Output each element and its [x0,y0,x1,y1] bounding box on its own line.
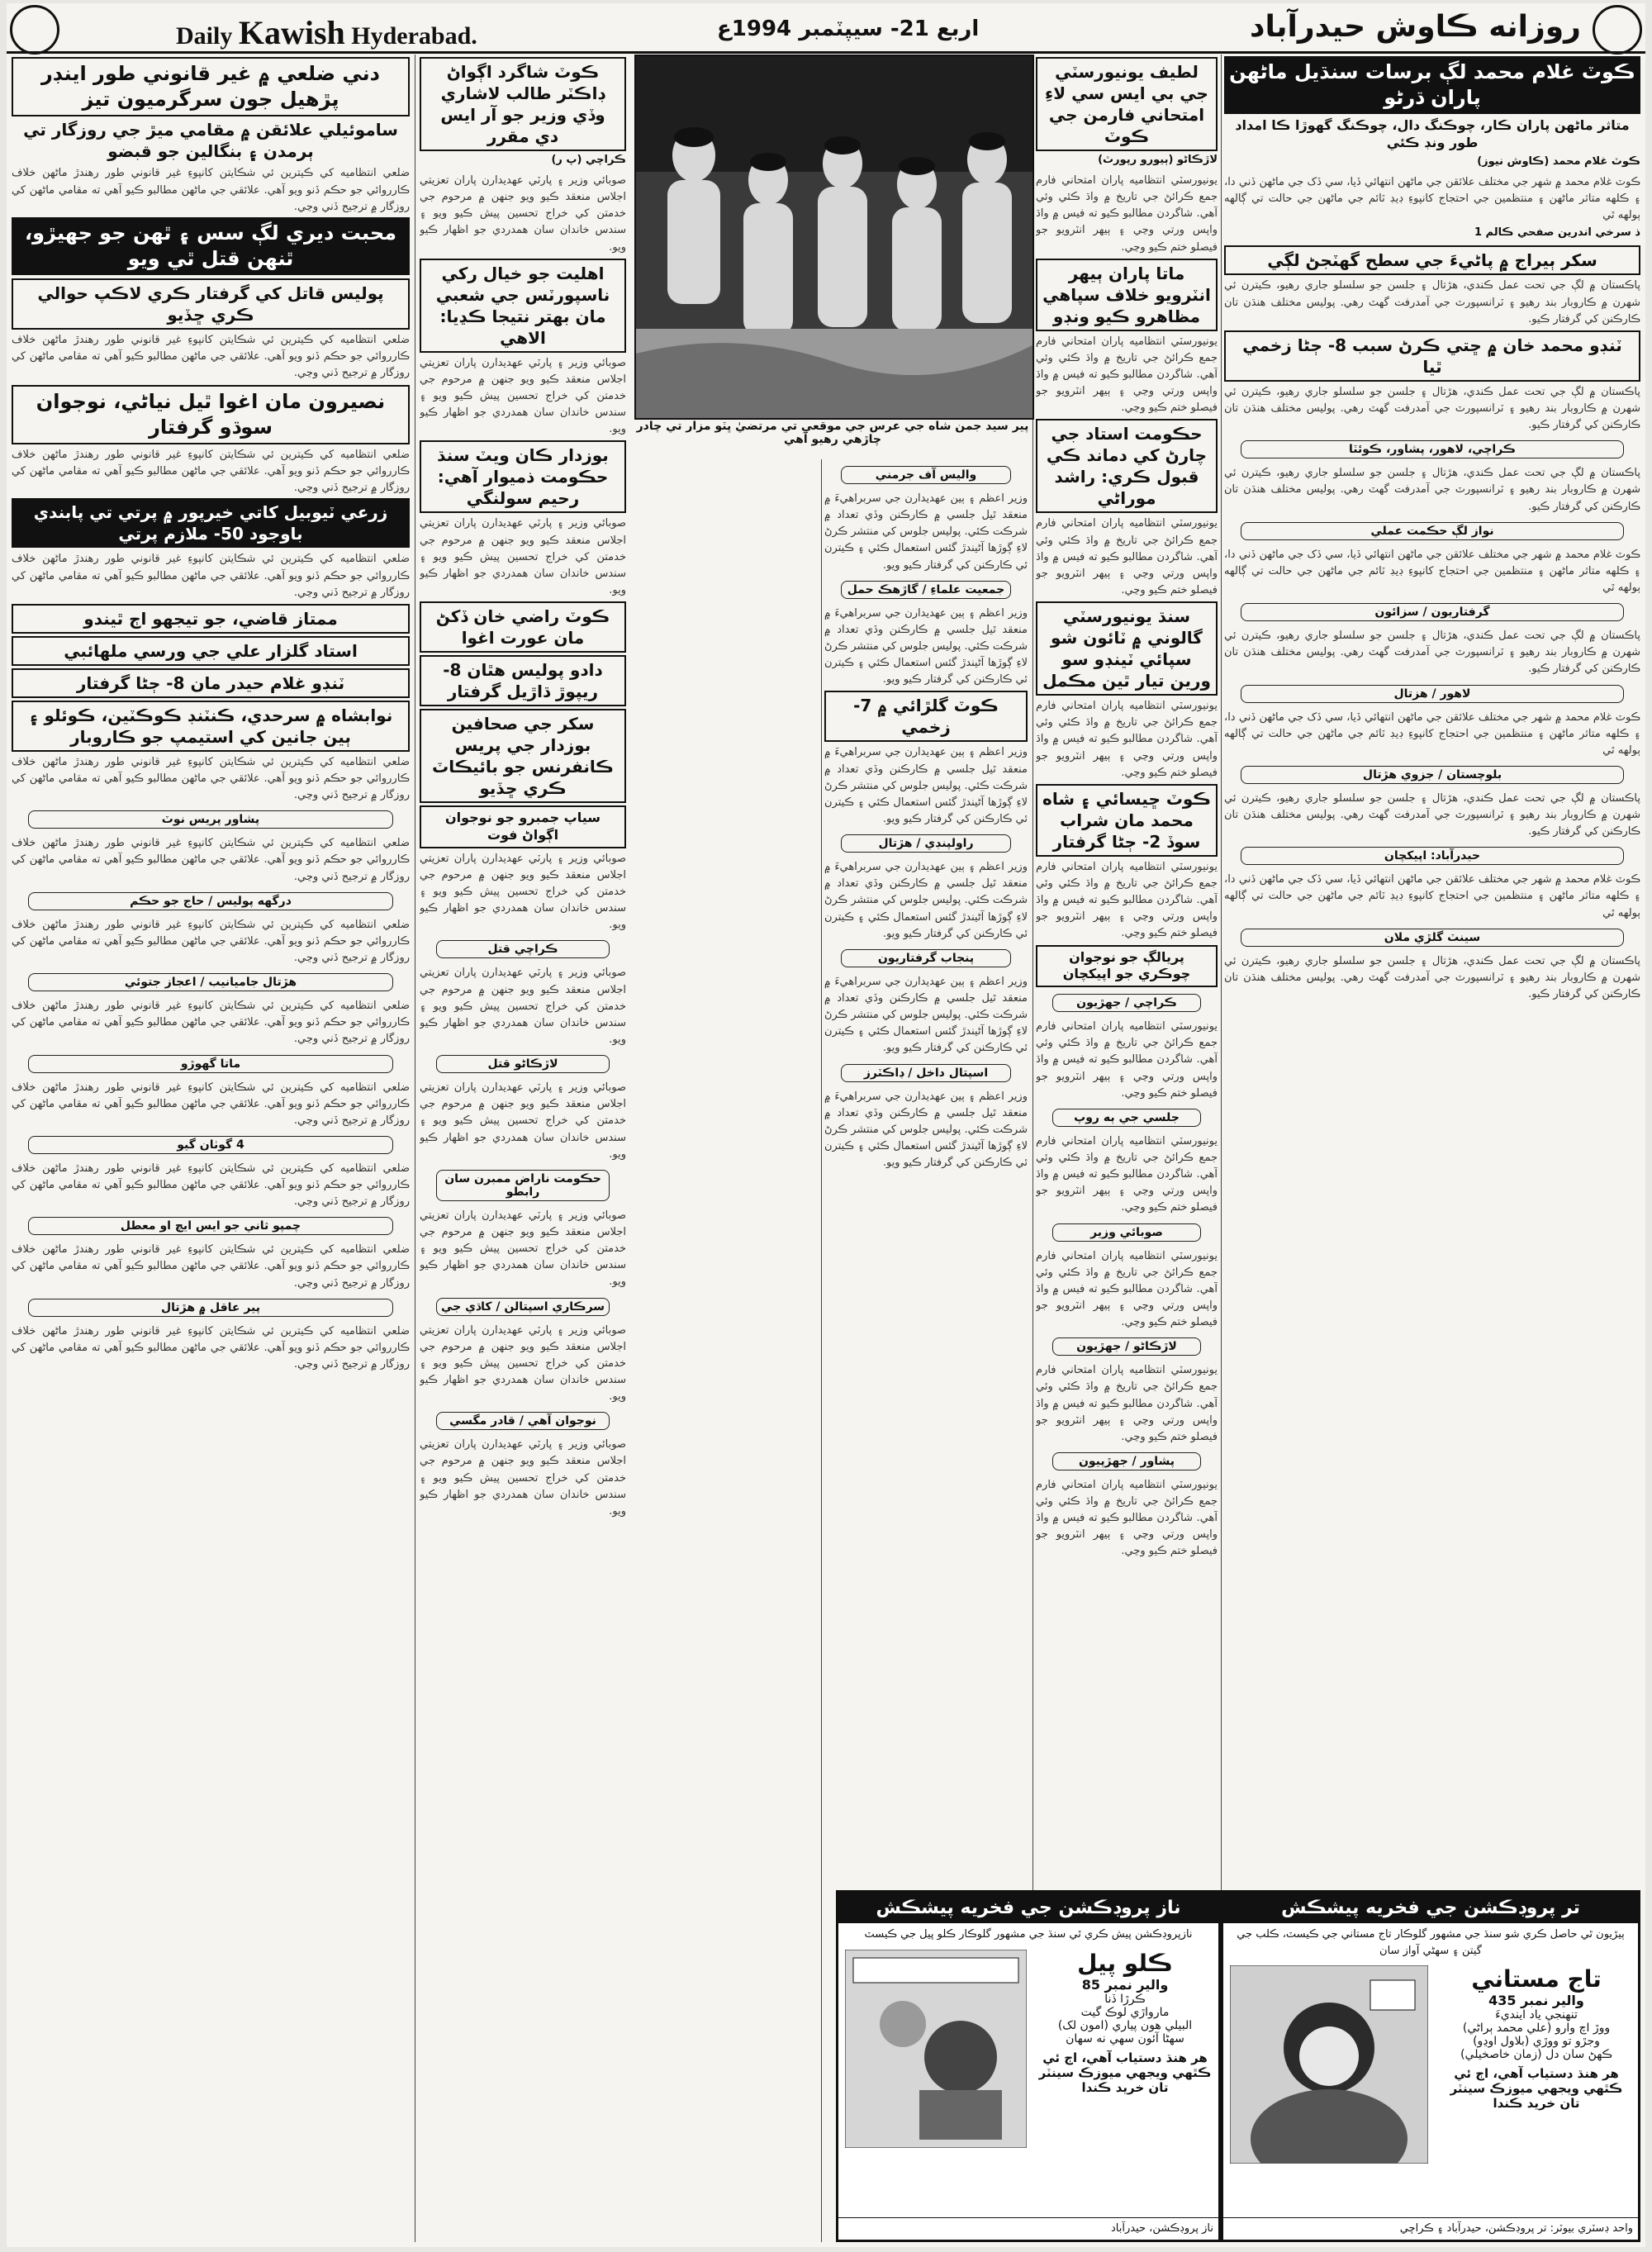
headline: ٽنڊو محمد خان ۾ ڇتي ڪرڻ سبب 8- ڄڻا زخمي ٿيا [1224,330,1640,382]
ad-tagline: هر هنڌ دستياب آهي، اڄ ئي ڪٿهي ويجهي ميوزڪ سينٽر تان خريد ڪندا [1038,2050,1212,2095]
emblem-icon [1593,5,1642,55]
headline: ڪوٽ راضي خان ڏکڻ مان عورت اغوا [420,601,626,653]
news-photo [634,55,1034,420]
ad-footer: واحد ڊسٽري بيوٽر: تر پروڊڪشن، حيدرآباد ۽ ڪراچي [1223,2217,1638,2240]
article-text: صوبائي وزير ۽ پارٽي عهديدارن پاران تعزيتي اجلاس منعقد ڪيو ويو جنهن ۾ مرحوم جي خدمتن کي خراج تحسين پيش ڪيو ويو ۽ سندس خاندان سان همدردي جو اظهار ڪيو ويو. [420,1081,626,1161]
article-text: صوبائي وزير ۽ پارٽي عهديدارن پاران تعزيتي اجلاس منعقد ڪيو ويو جنهن ۾ مرحوم جي خدمتن کي خراج تحسين پيش ڪيو ويو ۽ سندس خاندان سان همدردي جو اظهار ڪيو ويو. [420,174,626,254]
subheadline: ساموئيلي علائقن ۾ مقامي ميڙ جي روزگار تي ٻرمدن ۽ بنگالين جو قبضو [23,120,398,162]
article-text: وزير اعظم ۽ ٻين عهديدارن جي سربراهيءَ ۾ منعقد ٿيل جلسي ۾ ڪارڪنن وڏي تعداد ۾ شرڪت ڪئي. پوليس جلوس کي منتشر ڪرڻ لاءِ ڳوڙها آڻيندڙ گئس استعمال ڪئي ۽ ڪيترن ئي ڪارڪنن کي گرفتار ڪيو ويو. [824,606,1028,687]
headline: سکر جي صحافين بوزدار جي پريس ڪانفرنس جو بائيڪاٽ ڪري ڇڏيو [420,709,626,803]
headline: ڪوٽ گلڙائي ۾ 7- زخمي [824,691,1028,742]
section-label: ڪراچي، لاهور، پشاور، ڪوئٽا [1241,440,1624,458]
section-label: گرفتاريون / سزائون [1241,603,1624,621]
ad-footer: ناز پروڊڪشن، حيدرآباد [838,2217,1218,2240]
headline: ڪوٽ شاگرد اڳواڻ ڊاڪٽر طالب لاشاري وڏي وزير جو آر ايس دي مقرر [420,57,626,151]
ad-title: تر پروڊڪشن جي فخريه پيشڪش [1223,1893,1638,1923]
column-5 [12,55,410,2242]
section-label: اسپتال داخل / ڊاڪٽرز [841,1064,1011,1082]
ad-track: ڪهڻ سان دل (زمان خاصخيلي) [1460,2048,1612,2061]
article-text: پاڪستان ۾ لڳ جي تحت عمل ڪندي، هڙتال ۽ جلسن جو سلسلو جاري رهيو، ڪيترن ئي شهرن ۾ ڪاروبار بند رهيو ۽ ٽرانسپورٽ جي آمدرفت گهٽ رهي. پوليس مختلف هنڌن تان ڪارڪنن کي گرفتار ڪيو. [1224,791,1640,839]
ad-volume: والير نمبر 435 [1488,1993,1584,2008]
headline: پوليس قاتل کي گرفتار ڪري لاڪپ حوالي ڪري ڇڏيو [12,278,410,330]
article-text: ضلعي انتظاميه کي ڪيترين ئي شڪايتن کانپوءِ غير قانوني طور رهندڙ ماڻهن خلاف ڪارروائي جو حڪم ڏنو ويو آهي. علائقي جي ماڻهن مطالبو ڪيو آهي ته مقامي ماڻهن کي روزگار ۾ ترجيح ڏني وڃي. [12,1162,410,1209]
headline: دني ضلعي ۾ غير قانوني طور اينڊر پڙهيل جون سرگرميون تيز [12,57,410,116]
article-text: صوبائي وزير ۽ پارٽي عهديدارن پاران تعزيتي اجلاس منعقد ڪيو ويو جنهن ۾ مرحوم جي خدمتن کي خراج تحسين پيش ڪيو ويو ۽ سندس خاندان سان همدردي جو اظهار ڪيو ويو. [420,1438,626,1518]
cassette-cover-image [845,1950,1027,2148]
article-text: ضلعي انتظاميه کي ڪيترين ئي شڪايتن کانپوءِ غير قانوني طور رهندڙ ماڻهن خلاف ڪارروائي جو حڪم ڏنو ويو آهي. علائقي جي ماڻهن مطالبو ڪيو آهي ته مقامي ماڻهن کي روزگار ۾ ترجيح ڏني وڃي. [12,553,410,599]
section-label: لاڙڪاڻو / جهڙيون [1052,1337,1201,1356]
article-text: پاڪستان ۾ لڳ جي تحت عمل ڪندي، هڙتال ۽ جلسن جو سلسلو جاري رهيو، ڪيترن ئي شهرن ۾ ڪاروبار بند رهيو ۽ ٽرانسپورٽ جي آمدرفت گهٽ رهي. پوليس مختلف هنڌن تان ڪارڪنن کي گرفتار ڪيو. [1224,630,1640,676]
section-label: حيدرآباد: اپيکچان [1241,847,1624,865]
headline: سياپ جمبرو جو نوجوان اڳواڻ فوت [420,805,626,848]
cassette-cover-image [1230,1965,1428,2164]
article-text: ضلعي انتظاميه کي ڪيترين ئي شڪايتن کانپوءِ غير قانوني طور رهندڙ ماڻهن خلاف ڪارروائي جو حڪم ڏنو ويو آهي. علائقي جي ماڻهن مطالبو ڪيو آهي ته مقامي ماڻهن کي روزگار ۾ ترجيح ڏني وڃي. [12,1243,410,1290]
headline: ممتاز قاضي، جو تيجهو اڄ ٿيندو [12,604,410,634]
ad-track: وجڙو تو ووڙي (بلاول اوڍو) [1473,2035,1600,2048]
article-text: صوبائي وزير ۽ پارٽي عهديدارن پاران تعزيتي اجلاس منعقد ڪيو ويو جنهن ۾ مرحوم جي خدمتن کي خراج تحسين پيش ڪيو ويو ۽ سندس خاندان سان همدردي جو اظهار ڪيو ويو. [420,517,626,596]
newspaper-page [7,3,1645,2247]
section-label: جلسي جي ٻه روپ [1052,1109,1201,1127]
headline: استاد گلزار علي جي ورسي ملهائبي [12,636,410,666]
title-kawish: Kawish [238,14,345,51]
article-text: يونيورسٽي انتظاميه پاران امتحاني فارم جمع ڪرائڻ جي تاريخ ۾ واڌ ڪئي وئي آهي. شاگردن مطالبو ڪيو ته فيس ۾ واڌ واپس ورتي وڃي ۽ ٻيهر انٽرويو جو فيصلو ختم ڪيو وڃي. [1036,1134,1218,1214]
issue-date: اربع 21- سيپٽمبر 1994ع [717,17,980,41]
article-text: وزير اعظم ۽ ٻين عهديدارن جي سربراهيءَ ۾ منعقد ٿيل جلسي ۾ ڪارڪنن وڏي تعداد ۾ شرڪت ڪئي. پوليس جلوس کي منتشر ڪرڻ لاءِ ڳوڙها آڻيندڙ گئس استعمال ڪئي ۽ ڪيترن ئي ڪارڪنن کي گرفتار ڪيو ويو. [824,1090,1028,1170]
ad-track: ڪرڙا ڏنا [1104,1992,1146,2006]
article-text: صوبائي وزير ۽ پارٽي عهديدارن پاران تعزيتي اجلاس منعقد ڪيو ويو جنهن ۾ مرحوم جي خدمتن کي خراج تحسين پيش ڪيو ويو ۽ سندس خاندان سان همدردي جو اظهار ڪيو ويو. [420,967,626,1046]
section-label: بلوچستان / جزوي هڙتال [1241,766,1624,784]
title-city: Hyderabad. [351,22,477,50]
article-text: يونيورسٽي انتظاميه پاران امتحاني فارم جمع ڪرائڻ جي تاريخ ۾ واڌ ڪئي وئي آهي. شاگردن مطالبو ڪيو ته فيس ۾ واڌ واپس ورتي وڃي ۽ ٻيهر انٽرويو جو فيصلو ختم ڪيو وڃي. [1036,174,1218,254]
article-text: ڪوٽ غلام محمد ۾ شهر جي مختلف علائقن جي ماڻهن انتهائي ڏيا، سي ڏک جي ماڻهن ڏني دا، ۽ ڪلهه متاثر ماڻهن ۽ منتظمين جي احتجاج کانپوءِ ڊيڊ ٽائم جي ماڻهن جي حالت تي ڳالهه ٻولهه ٿي [1224,175,1640,222]
headline: حڪومت استاد جي چارڻ کي دماند ڪي قبول ڪري: راشد موراڻي [1036,419,1218,513]
headline: محبت ديري لڳ سس ۽ ٿهن جو جهيڙو، ٿنهن قتل ٿي ويو [12,217,410,275]
article-text: صوبائي وزير ۽ پارٽي عهديدارن پاران تعزيتي اجلاس منعقد ڪيو ويو جنهن ۾ مرحوم جي خدمتن کي خراج تحسين پيش ڪيو ويو ۽ سندس خاندان سان همدردي جو اظهار ڪيو ويو. [420,1323,626,1404]
headline: بوزدار ڪان ويٽ سنڌ حڪومت ذميوار آهي: رحيم سولنگي [420,440,626,513]
article-text: ضلعي انتظاميه کي ڪيترين ئي شڪايتن کانپوءِ غير قانوني طور رهندڙ ماڻهن خلاف ڪارروائي جو حڪم ڏنو ويو آهي. علائقي جي ماڻهن مطالبو ڪيو آهي ته مقامي ماڻهن کي روزگار ۾ ترجيح ڏني وڃي. [12,448,410,495]
article-text: يونيورسٽي انتظاميه پاران امتحاني فارم جمع ڪرائڻ جي تاريخ ۾ واڌ ڪئي وئي آهي. شاگردن مطالبو ڪيو ته فيس ۾ واڌ واپس ورتي وڃي ۽ ٻيهر انٽرويو جو فيصلو ختم ڪيو وڃي. [1036,1478,1218,1558]
headline: زرعي ٽيوبيل کاتي خيرپور ۾ پرتي تي پابندي باوجود 50- ملازم پرتي [12,498,410,548]
article-text: يونيورسٽي انتظاميه پاران امتحاني فارم جمع ڪرائڻ جي تاريخ ۾ واڌ ڪئي وئي آهي. شاگردن مطالبو ڪيو ته فيس ۾ واڌ واپس ورتي وڃي ۽ ٻيهر انٽرويو جو فيصلو ختم ڪيو وڃي. [1036,517,1218,596]
continued-note: ذ سرخي اندرين صفحي ڪالم 1 [1474,226,1640,240]
section-label: سرڪاري اسپتالن / کاڌي جي [436,1298,610,1316]
crowd-photo-image [636,56,1032,418]
article-text: ضلعي انتظاميه کي ڪيترين ئي شڪايتن کانپوءِ غير قانوني طور رهندڙ ماڻهن خلاف ڪارروائي جو حڪم ڏنو ويو آهي. علائقي جي ماڻهن مطالبو ڪيو آهي ته مقامي ماڻهن کي روزگار ۾ ترجيح ڏني وڃي. [12,918,410,964]
section-label: ڪراچي قتل [436,940,610,958]
urdu-masthead: روزانه ڪاوش حيدرآباد [1250,10,1581,44]
headline: ڪوٽ غلام محمد لڳ برسات سنڌيل ماڻهن پاران ڌرڻو [1224,56,1640,114]
english-masthead [176,13,477,52]
section-label: واليس آف جرمني [841,466,1011,484]
ad-track: تنهنجي ياد اينديءَ [1495,2008,1578,2022]
article-text: پاڪستان ۾ لڳ جي تحت عمل ڪندي، هڙتال ۽ جلسن جو سلسلو جاري رهيو، ڪيترن ئي شهرن ۾ ڪاروبار بند رهيو ۽ ٽرانسپورٽ جي آمدرفت گهٽ رهي. پوليس مختلف هنڌن تان ڪارڪنن کي گرفتار ڪيو. [1224,954,1640,1001]
section-label: پير عاقل ۾ هڙتال [28,1299,393,1317]
headline: اهليت جو خيال رکي ناسپورٽس جي شعبي مان بهتر نتيجا ڪڍيا: الاهي [420,259,626,353]
headline: ڪوٽ ڇيسائي ۽ شاه محمد مان شراب سوڏ 2- ڄڻا گرفتار [1036,784,1218,857]
headline: پريالڳ جو نوجوان چوڪري جو اپيکچان [1036,945,1218,988]
photo-caption: پير سيد جمن شاه جي عرس جي موقعي تي مرتضيٰ ڀٽو مزار تي چادر چاڙهي رهيو آهي [636,420,1029,446]
article-text: صوبائي وزير ۽ پارٽي عهديدارن پاران تعزيتي اجلاس منعقد ڪيو ويو جنهن ۾ مرحوم جي خدمتن کي خراج تحسين پيش ڪيو ويو ۽ سندس خاندان سان همدردي جو اظهار ڪيو ويو. [420,356,626,436]
section-label: پشاور پريس نوٽ [28,810,393,829]
ad-title: ناز پروڊڪشن جي فخريه پيشڪش [838,1893,1218,1923]
headline: ٽنڊو غلام حيدر مان 8- ڄڻا گرفتار [12,668,410,698]
section-label: درگهه پوليس / حاج جو حڪم [28,892,393,910]
ad-track: مارواڙي لوڪ گيت [1080,2005,1170,2019]
article-text: پاڪستان ۾ لڳ جي تحت عمل ڪندي، هڙتال ۽ جلسن جو سلسلو جاري رهيو، ڪيترن ئي شهرن ۾ ڪاروبار بند رهيو ۽ ٽرانسپورٽ جي آمدرفت گهٽ رهي. پوليس مختلف هنڌن تان ڪارڪنن کي گرفتار ڪيو. [1224,385,1640,432]
headline: نوابشاه ۾ سرحدي، ڪنٽنڊ ڪوڪٽين، ڪوئلو ۽ ٻين جانين کي استيمپ جو ڪاروبار [12,701,410,752]
emblem-icon [10,5,59,55]
ad-volume: والير نمبر 85 [1081,1976,1169,1993]
article-text: وزير اعظم ۽ ٻين عهديدارن جي سربراهيءَ ۾ منعقد ٿيل جلسي ۾ ڪارڪنن وڏي تعداد ۾ شرڪت ڪئي. پوليس جلوس کي منتشر ڪرڻ لاءِ ڳوڙها آڻيندڙ گئس استعمال ڪئي ۽ ڪيترن ئي ڪارڪنن کي گرفتار ڪيو ويو. [824,746,1028,825]
article-text: ضلعي انتظاميه کي ڪيترين ئي شڪايتن کانپوءِ غير قانوني طور رهندڙ ماڻهن خلاف ڪارروائي جو حڪم ڏنو ويو آهي. علائقي جي ماڻهن مطالبو ڪيو آهي ته مقامي ماڻهن کي روزگار ۾ ترجيح ڏني وڃي. [12,1324,410,1371]
headline: لطيف يونيورسٽي جي بي ايس سي لاءِ امتحاني فارمن جي ڪوٽ [1036,57,1218,151]
section-label: حڪومت ناراض ممبرن سان رابطو [436,1170,610,1201]
article-text: ضلعي انتظاميه کي ڪيترين ئي شڪايتن کانپوءِ غير قانوني طور رهندڙ ماڻهن خلاف ڪارروائي جو حڪم ڏنو ويو آهي. علائقي جي ماڻهن مطالبو ڪيو آهي ته مقامي ماڻهن کي روزگار ۾ ترجيح ڏني وڃي. [12,755,410,802]
section-label: نواز لڳ حڪمت عملي [1241,522,1624,540]
section-label: لاهور / هزتال [1241,685,1624,703]
ad-track: البيلي هون پياري (امون لک) [1057,2018,1193,2032]
article-text: يونيورسٽي انتظاميه پاران امتحاني فارم جمع ڪرائڻ جي تاريخ ۾ واڌ ڪئي وئي آهي. شاگردن مطالبو ڪيو ته فيس ۾ واڌ واپس ورتي وڃي ۽ ٻيهر انٽرويو جو فيصلو ختم ڪيو وڃي. [1036,1364,1218,1443]
dateline: ڪوٽ غلام محمد (ڪاوش نيوز) [1477,154,1640,168]
section-label: پشاور / جهڙپيون [1052,1452,1201,1470]
title-daily: Daily [176,22,233,50]
advertisement-taj-mastani [1221,1890,1640,2242]
masthead [7,3,1645,54]
section-label: ماتا گهوڙو [28,1055,393,1073]
article-text: يونيورسٽي انتظاميه پاران امتحاني فارم جمع ڪرائڻ جي تاريخ ۾ واڌ ڪئي وئي آهي. شاگردن مطالبو ڪيو ته فيس ۾ واڌ واپس ورتي وڃي ۽ ٻيهر انٽرويو جو فيصلو ختم ڪيو وڃي. [1036,335,1218,415]
article-text: وزير اعظم ۽ ٻين عهديدارن جي سربراهيءَ ۾ منعقد ٿيل جلسي ۾ ڪارڪنن وڏي تعداد ۾ شرڪت ڪئي. پوليس جلوس کي منتشر ڪرڻ لاءِ ڳوڙها آڻيندڙ گئس استعمال ڪئي ۽ ڪيترن ئي ڪارڪنن کي گرفتار ڪيو ويو. [824,492,1028,572]
article-text: ڪوٽ غلام محمد ۾ شهر جي مختلف علائقن جي ماڻهن انتهائي ڏيا، سي ڏک جي ماڻهن ڏني دا، ۽ ڪلهه متاثر ماڻهن ۽ منتظمين جي احتجاج کانپوءِ ڊيڊ ٽائم جي ماڻهن جي حالت تي ڳالهه ٻولهه ٿي [1224,873,1640,919]
article-text: يونيورسٽي انتظاميه پاران امتحاني فارم جمع ڪرائڻ جي تاريخ ۾ واڌ ڪئي وئي آهي. شاگردن مطالبو ڪيو ته فيس ۾ واڌ واپس ورتي وڃي ۽ ٻيهر انٽرويو جو فيصلو ختم ڪيو وڃي. [1036,860,1218,940]
headline: دادو پوليس هٿان 8- ريپوڙ ڌاڙيل گرفتار [420,655,626,706]
column-4 [420,55,626,2242]
ad-tagline: هر هنڌ دستياب آهي، اڄ ئي ڪٿهي ويجهي ميوزڪ سينٽر تان خريد ڪندا [1450,2066,1623,2111]
column-divider [821,459,822,2242]
article-text: ضلعي انتظاميه کي ڪيترين ئي شڪايتن کانپوءِ غير قانوني طور رهندڙ ماڻهن خلاف ڪارروائي جو حڪم ڏنو ويو آهي. علائقي جي ماڻهن مطالبو ڪيو آهي ته مقامي ماڻهن کي روزگار ۾ ترجيح ڏني وڃي. [12,837,410,883]
headline: سنڌ يونيورسٽي گالوني ۾ ٽائون شو سپائي ٽينڊو سو ورين تيار ٿين مڪمل [1036,601,1218,696]
article-text: يونيورسٽي انتظاميه پاران امتحاني فارم جمع ڪرائڻ جي تاريخ ۾ واڌ ڪئي وئي آهي. شاگردن مطالبو ڪيو ته فيس ۾ واڌ واپس ورتي وڃي ۽ ٻيهر انٽرويو جو فيصلو ختم ڪيو وڃي. [1036,700,1218,779]
article-text: ڪوٽ غلام محمد ۾ شهر جي مختلف علائقن جي ماڻهن انتهائي ڏيا، سي ڏک جي ماڻهن ڏني دا، ۽ ڪلهه متاثر ماڻهن ۽ منتظمين جي احتجاج کانپوءِ ڊيڊ ٽائم جي ماڻهن جي حالت تي ڳالهه ٻولهه ٿي [1224,710,1640,757]
headline: ماتا پاران ٻيهر انٽرويو خلاف سپاهي مظاهرو ڪيو ونڊو [1036,259,1218,331]
headline: سکر ٻيراج ۾ پاڻيءَ جي سطح گهٽجڻ لڳي [1224,245,1640,275]
ad-track: سهڻا آئون سهي نه سهان [1066,2031,1184,2045]
section-label: نوجوان آهي / قادر مگسي [436,1412,610,1430]
section-label: سينٽ گلڙي ملان [1241,929,1624,947]
section-label: پنجاب گرفتاريون [841,949,1011,967]
section-label: ڪراچي / جهڙيون [1052,994,1201,1012]
article-text: پاڪستان ۾ لڳ جي تحت عمل ڪندي، هڙتال ۽ جلسن جو سلسلو جاري رهيو، ڪيترن ئي شهرن ۾ ڪاروبار بند رهيو ۽ ٽرانسپورٽ جي آمدرفت گهٽ رهي. پوليس مختلف هنڌن تان ڪارڪنن کي گرفتار ڪيو. [1224,279,1640,325]
article-text: پاڪستان ۾ لڳ جي تحت عمل ڪندي، هڙتال ۽ جلسن جو سلسلو جاري رهيو، ڪيترن ئي شهرن ۾ ڪاروبار بند رهيو ۽ ٽرانسپورٽ جي آمدرفت گهٽ رهي. پوليس مختلف هنڌن تان ڪارڪنن کي گرفتار ڪيو. [1224,467,1640,513]
ad-intro: نازپروڊڪشن پيش ڪري ٿي سنڌ جي مشهور گلوڪار ڪلو پيل جي ڪيسٽ [864,1928,1193,1941]
section-label: صوبائي وزير [1052,1223,1201,1242]
article-text: ضلعي انتظاميه کي ڪيترين ئي شڪايتن کانپوءِ غير قانوني طور رهندڙ ماڻهن خلاف ڪارروائي جو حڪم ڏنو ويو آهي. علائقي جي ماڻهن مطالبو ڪيو آهي ته مقامي ماڻهن کي روزگار ۾ ترجيح ڏني وڃي. [12,1000,410,1046]
article-text: يونيورسٽي انتظاميه پاران امتحاني فارم جمع ڪرائڻ جي تاريخ ۾ واڌ ڪئي وئي آهي. شاگردن مطالبو ڪيو ته فيس ۾ واڌ واپس ورتي وڃي ۽ ٻيهر انٽرويو جو فيصلو ختم ڪيو وڃي. [1036,1020,1218,1100]
section-label: جمعيت علماءِ / گاڙهڪ حمل [841,581,1011,599]
dateline: ڪراچي (پ ر) [551,154,626,166]
subheadline: متاثر ماڻهن پاران ڪار، چوڪنگ دال، چوڪنگ گھوڙا ڪا امداد طور ونڊ ڪئي [1235,117,1630,151]
section-label: لاڙڪاڻو قتل [436,1055,610,1073]
ad-artist-name: ڪلو پيل [1077,1949,1173,1977]
ad-artist-name: تاج مستاني [1471,1965,1602,1993]
headline: نصيرون مان اغوا ٿيل نياڻي، نوجوان سوڌو گرفتار [12,385,410,444]
article-text: يونيورسٽي انتظاميه پاران امتحاني فارم جمع ڪرائڻ جي تاريخ ۾ واڌ ڪئي وئي آهي. شاگردن مطالبو ڪيو ته فيس ۾ واڌ واپس ورتي وڃي ۽ ٻيهر انٽرويو جو فيصلو ختم ڪيو وڃي. [1036,1249,1218,1329]
section-label: راولپنڊي / هڙتال [841,834,1011,853]
advertisement-kalu-peel [836,1890,1221,2242]
section-label: 4 گوٺان گيو [28,1136,393,1154]
article-text: وزير اعظم ۽ ٻين عهديدارن جي سربراهيءَ ۾ منعقد ٿيل جلسي ۾ ڪارڪنن وڏي تعداد ۾ شرڪت ڪئي. پوليس جلوس کي منتشر ڪرڻ لاءِ ڳوڙها آڻيندڙ گئس استعمال ڪئي ۽ ڪيترن ئي ڪارڪنن کي گرفتار ڪيو ويو. [824,861,1028,940]
dateline: لاڙڪاڻو (ٻيورو رپورٽ) [1098,154,1218,166]
ad-track: ووڙ اچ وارو (علي محمد ٻراڻي) [1462,2022,1611,2035]
article-text: ضلعي انتظاميه کي ڪيترين ئي شڪايتن کانپوءِ غير قانوني طور رهندڙ ماڻهن خلاف ڪارروائي جو حڪم ڏنو ويو آهي. علائقي جي ماڻهن مطالبو ڪيو آهي ته مقامي ماڻهن کي روزگار ۾ ترجيح ڏني وڃي. [12,1081,410,1127]
article-text: ڪوٽ غلام محمد ۾ شهر جي مختلف علائقن جي ماڻهن انتهائي ڏيا، سي ڏک جي ماڻهن ڏني دا، ۽ ڪلهه متاثر ماڻهن ۽ منتظمين جي احتجاج کانپوءِ ڊيڊ ٽائم جي ماڻهن جي حالت تي ڳالهه ٻولهه ٿي [1224,548,1640,594]
ad-intro: ٻيڙيون ٿي حاصل ڪري شو سنڌ جي مشهور گلوڪار تاج مستاني جي ڪيسٽ، ڪلب جي گيتن ۽ سهڻي آواز سان [1237,1928,1625,1957]
article-text: وزير اعظم ۽ ٻين عهديدارن جي سربراهيءَ ۾ منعقد ٿيل جلسي ۾ ڪارڪنن وڏي تعداد ۾ شرڪت ڪئي. پوليس جلوس کي منتشر ڪرڻ لاءِ ڳوڙها آڻيندڙ گئس استعمال ڪئي ۽ ڪيترن ئي ڪارڪنن کي گرفتار ڪيو ويو. [824,975,1028,1055]
article-text: ضلعي انتظاميه کي ڪيترين ئي شڪايتن کانپوءِ غير قانوني طور رهندڙ ماڻهن خلاف ڪارروائي جو حڪم ڏنو ويو آهي. علائقي جي ماڻهن مطالبو ڪيو آهي ته مقامي ماڻهن کي روزگار ۾ ترجيح ڏني وڃي. [12,334,410,380]
article-text: صوبائي وزير ۽ پارٽي عهديدارن پاران تعزيتي اجلاس منعقد ڪيو ويو جنهن ۾ مرحوم جي خدمتن کي خراج تحسين پيش ڪيو ويو ۽ سندس خاندان سان همدردي جو اظهار ڪيو ويو. [420,852,626,932]
section-label: هڙتال جاميانيب / اعجاز جتوئي [28,973,393,991]
article-text: صوبائي وزير ۽ پارٽي عهديدارن پاران تعزيتي اجلاس منعقد ڪيو ويو جنهن ۾ مرحوم جي خدمتن کي خراج تحسين پيش ڪيو ويو ۽ سندس خاندان سان همدردي جو اظهار ڪيو ويو. [420,1209,626,1289]
section-label: چمپو ثاني جو ايس ايچ او معطل [28,1217,393,1235]
article-text: ضلعي انتظاميه کي ڪيترين ئي شڪايتن کانپوءِ غير قانوني طور رهندڙ ماڻهن خلاف ڪارروائي جو حڪم ڏنو ويو آهي. علائقي جي ماڻهن مطالبو ڪيو آهي ته مقامي ماڻهن کي روزگار ۾ ترجيح ڏني وڃي. [12,167,410,213]
